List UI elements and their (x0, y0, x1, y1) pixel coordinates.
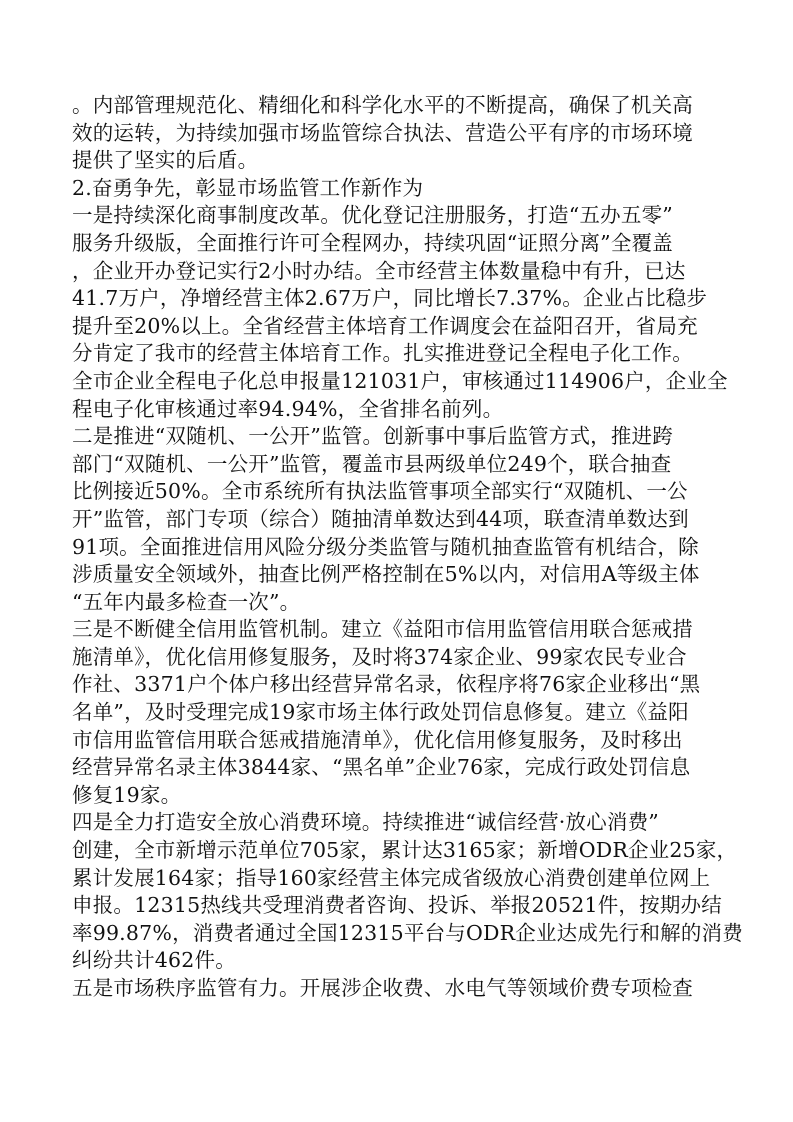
text-line: 一是持续深化商事制度改革。优化登记注册服务，打造“五办五零” (72, 203, 673, 228)
text-line: 效的运转，为持续加强市场监管综合执法、营造公平有序的市场环境 (72, 120, 693, 145)
text-line: 涉质量安全领域外，抽查比例严格控制在5%以内，对信用A等级主体 (72, 562, 700, 587)
text-line: 。内部管理规范化、精细化和科学化水平的不断提高，确保了机关高 (72, 93, 693, 117)
text-line: 创建，全市新增示范单位705家，累计达3165家；新增ODR企业25家， (72, 838, 738, 863)
text-line: 提升至20%以上。全省经营主体培育工作调度会在益阳召开，省局充 (72, 313, 698, 338)
text-line: 开”监管，部门专项（综合）随抽清单数达到44项，联查清单数达到 (72, 506, 689, 531)
text-line: 提供了坚实的后盾。 (72, 148, 259, 173)
text-line: 名单”，及时受理完成19家市场主体行政处罚信息修复。建立《益阳 (72, 700, 689, 725)
text-line: 五是市场秩序监管有力。开展涉企收费、水电气等领域价费专项检查 (72, 976, 693, 1000)
text-line: 率99.87%，消费者通过全国12315平台与ODR企业达成先行和解的消费 (72, 920, 743, 945)
text-line: 累计发展164家；指导160家经营主体完成省级放心消费创建单位网上 (72, 865, 711, 890)
text-line: 三是不断健全信用监管机制。建立《益阳市信用监管信用联合惩戒措 (72, 617, 693, 642)
section-heading: 2.奋勇争先，彰显市场监管工作新作为 (72, 175, 424, 200)
text-line: 分肯定了我市的经营主体培育工作。扎实推进登记全程电子化工作。 (72, 341, 693, 366)
text-line: 施清单》，优化信用修复服务，及时将374家企业、99家农民专业合 (72, 644, 687, 669)
text-line: 比例接近50%。全市系统所有执法监管事项全部实行“双随机、一公 (72, 479, 688, 504)
text-line: 41.7万户，净增经营主体2.67万户，同比增长7.37%。企业占比稳步 (72, 286, 708, 311)
text-line: 经营异常名录主体3844家、“黑名单”企业76家，完成行政处罚信息 (72, 755, 691, 780)
text-line: 二是推进“双随机、一公开”监管。创新事中事后监管方式，推进跨 (72, 424, 673, 449)
text-line: 程电子化审核通过率94.94%，全省排名前列。 (72, 396, 504, 421)
text-line: 部门“双随机、一公开”监管，覆盖市县两级单位249个，联合抽查 (72, 451, 672, 476)
text-line: 纠纷共计462件。 (72, 948, 236, 973)
text-line: 市信用监管信用联合惩戒措施清单》，优化信用修复服务，及时移出 (72, 727, 683, 752)
text-line: ，企业开办登记实行2小时办结。全市经营主体数量稳中有升，已达 (72, 258, 686, 283)
text-line: 四是全力打造安全放心消费环境。持续推进“诚信经营·放心消费” (72, 810, 659, 835)
document-body (72, 92, 743, 1003)
text-line: 申报。12315热线共受理消费者咨询、投诉、举报20521件，按期办结 (72, 893, 722, 918)
text-line: 全市企业全程电子化总申报量121031户，审核通过114906户，企业全 (72, 368, 728, 393)
text-line: 修复19家。 (72, 782, 182, 807)
text-line: 作社、3371户个体户移出经营异常名录，依程序将76家企业移出“黑 (72, 672, 701, 697)
text-line: 91项。全面推进信用风险分级分类监管与随机抽查监管有机结合，除 (72, 534, 699, 559)
text-line: 服务升级版，全面推行许可全程网办，持续巩固“证照分离”全覆盖 (72, 230, 673, 255)
text-line: “五年内最多检查一次”。 (72, 589, 301, 614)
